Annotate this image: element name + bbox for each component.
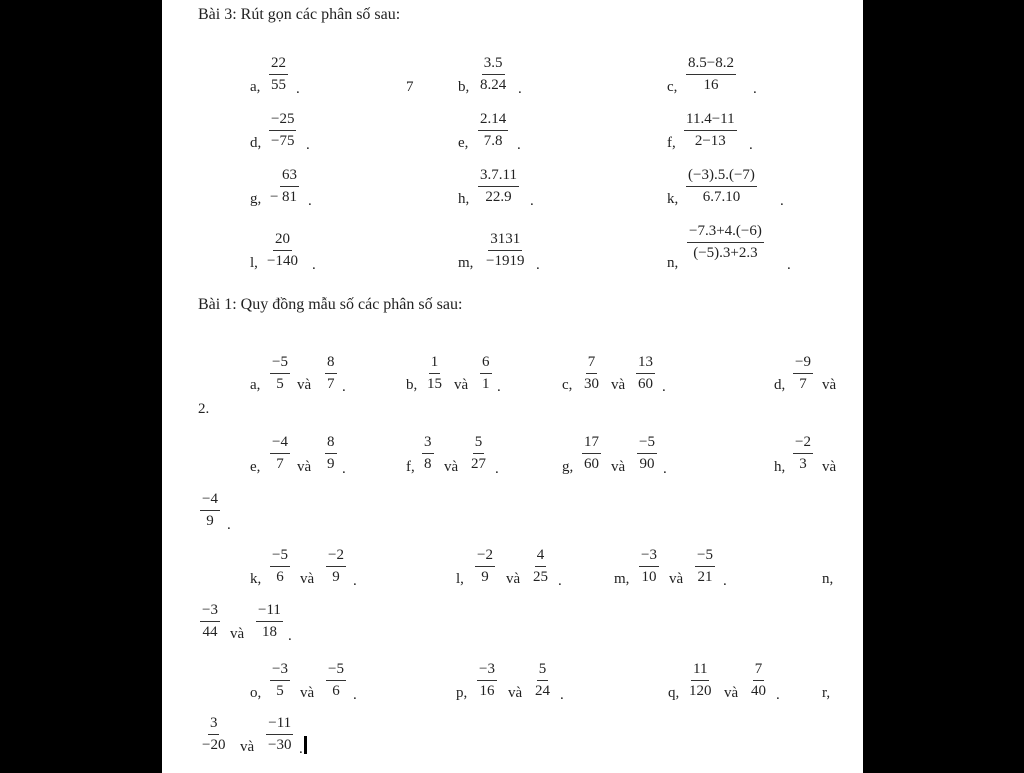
fraction [695,547,715,586]
numerator: −2 [793,434,813,454]
denominator: 6 [332,683,340,699]
fraction [325,354,337,393]
item-label: e, [458,135,469,151]
item-label: n, [667,255,679,271]
numerator: −3 [639,547,659,567]
fraction [684,111,737,150]
fraction [326,547,346,586]
period: . [662,379,666,395]
denominator: 24 [535,683,550,699]
period: . [227,517,231,533]
period: . [312,257,316,273]
item-label: b, [458,79,470,95]
period: . [753,81,757,97]
denominator: 44 [202,624,218,640]
fraction [686,167,757,206]
fraction [469,434,488,473]
denominator: 3 [799,456,807,472]
numerator: −3 [200,602,220,622]
numerator: 3.7.11 [478,167,519,187]
period: . [560,687,564,703]
numerator: 6 [480,354,492,374]
conjunction: và [822,459,837,475]
denominator: 16 [479,683,495,699]
denominator: 8.24 [480,77,507,93]
period: . [518,81,522,97]
item-label: b, [406,377,418,393]
denominator: 81 [282,189,297,205]
denominator: (−5).3+2.3 [693,245,758,261]
numerator: 13 [636,354,655,374]
numerator: −7.3+4.(−6) [687,223,764,243]
period: . [663,461,667,477]
denominator: −20 [202,737,226,753]
period: . [495,461,499,477]
conjunction: và [508,685,523,701]
period: . [536,257,540,273]
fraction [475,547,495,586]
numerator: −5 [326,661,346,681]
denominator: 1 [482,376,490,392]
period: . [497,379,501,395]
numerator: 8 [325,354,337,374]
denominator: 7.8 [483,133,503,149]
item-label: q, [668,685,680,701]
numerator: −4 [200,491,220,511]
denominator: 9 [327,456,335,472]
fraction [269,111,296,150]
conjunction: và [611,377,626,393]
fraction [636,354,655,393]
fraction [484,231,526,270]
fraction [687,661,714,700]
item-label: k, [667,191,679,207]
fraction [478,111,508,150]
fraction [480,354,492,393]
denominator: 5 [276,376,284,392]
period: . [353,687,357,703]
fraction [270,661,290,700]
denominator: 22.9 [485,189,512,205]
conjunction: và [300,685,315,701]
fraction [531,547,550,586]
exercise-3-title: Bài 3: Rút gọn các phân số sau: [198,6,401,23]
period: . [299,741,303,757]
denominator: 120 [689,683,712,699]
item-label: g, [250,191,262,207]
numerator: 20 [273,231,292,251]
period: . [776,687,780,703]
item-label: p, [456,685,468,701]
stray-mark: 2. [198,401,210,417]
numerator: −11 [256,602,283,622]
item-label: l, [456,571,464,587]
item-label: h, [458,191,470,207]
text-cursor[interactable] [304,736,307,754]
denominator: 7 [799,376,807,392]
period: . [342,461,346,477]
conjunction: và [444,459,459,475]
denominator: 21 [697,569,713,585]
numerator: 3131 [488,231,522,251]
fraction [422,434,434,473]
item-label: h, [774,459,786,475]
denominator: 9 [332,569,340,585]
numerator: 3.5 [482,55,505,75]
conjunction: và [611,459,626,475]
numerator: 11.4−11 [684,111,737,131]
numerator: 3 [208,715,220,735]
denominator: 40 [751,683,766,699]
conjunction: và [454,377,469,393]
document-page [162,0,863,773]
fraction [637,434,657,473]
period: . [530,193,534,209]
denominator: −30 [268,737,292,753]
denominator: 18 [261,624,277,640]
period: . [353,573,357,589]
numerator: 22 [269,55,288,75]
period: . [780,193,784,209]
numerator: 5 [473,434,485,454]
numerator: −11 [266,715,293,735]
fraction [270,547,290,586]
item-label: m, [458,255,474,271]
denominator: −75 [271,133,295,149]
fraction [686,55,736,94]
fraction [793,434,813,473]
denominator: −140 [267,253,298,269]
numerator: −5 [637,434,657,454]
numerator: 8.5−8.2 [686,55,736,75]
fraction [639,547,659,586]
denominator: 6 [276,569,284,585]
denominator: 60 [638,376,653,392]
numerator: 7 [586,354,598,374]
fraction [325,434,337,473]
denominator: 7 [327,376,335,392]
numerator: −5 [695,547,715,567]
period: . [517,137,521,153]
item-label: f, [406,459,415,475]
denominator: 16 [703,77,719,93]
fraction [200,715,227,754]
denominator: 9 [206,513,214,529]
fraction [582,354,601,393]
conjunction: và [506,571,521,587]
item-label: g, [562,459,574,475]
numerator: 1 [429,354,441,374]
numerator: −2 [475,547,495,567]
item-label: d, [774,377,786,393]
period: . [749,137,753,153]
conjunction: và [300,571,315,587]
item-label: o, [250,685,262,701]
denominator: 30 [584,376,599,392]
item-label: c, [667,79,678,95]
item-label: n, [822,571,834,587]
conjunction: và [240,739,255,755]
conjunction: và [724,685,739,701]
item-label: m, [614,571,630,587]
fraction [280,167,299,206]
item-label: c, [562,377,573,393]
period: . [308,193,312,209]
fraction [582,434,601,473]
fraction [270,354,290,393]
item-label: e, [250,459,261,475]
period: . [342,379,346,395]
fraction [477,661,497,700]
numerator: 63 [280,167,299,187]
denominator: 60 [584,456,599,472]
exercise-1-title: Bài 1: Quy đồng mẫu số các phân số sau: [198,296,463,313]
fraction [478,167,519,206]
period: . [787,257,791,273]
fraction [425,354,444,393]
conjunction: và [230,626,245,642]
numerator: 11 [691,661,709,681]
item-label: l, [250,255,258,271]
fraction [533,661,552,700]
numerator: −5 [270,547,290,567]
fraction [793,354,813,393]
numerator: −3 [477,661,497,681]
fraction [269,55,288,94]
denominator: 8 [424,456,432,472]
item-label: r, [822,685,831,701]
period: . [296,81,300,97]
denominator: 10 [641,569,657,585]
period: . [723,573,727,589]
numerator: −2 [326,547,346,567]
numerator: 2.14 [478,111,508,131]
numerator: −25 [269,111,296,131]
denominator: 55 [271,77,286,93]
conjunction: và [297,377,312,393]
denominator: 27 [471,456,486,472]
fraction [265,231,300,270]
period: . [288,628,292,644]
numerator: −5 [270,354,290,374]
denominator: 6.7.10 [702,189,741,205]
denominator: 2−13 [694,133,726,149]
numerator: 5 [537,661,549,681]
period: . [558,573,562,589]
numerator: (−3).5.(−7) [686,167,757,187]
item-label: a, [250,79,261,95]
numerator: 4 [535,547,547,567]
numerator: 3 [422,434,434,454]
fraction [256,602,283,641]
fraction [266,715,293,754]
denominator: 7 [276,456,284,472]
period: . [306,137,310,153]
conjunction: và [297,459,312,475]
fraction [270,434,290,473]
numerator: −3 [270,661,290,681]
denominator: 5 [276,683,284,699]
fraction [200,491,220,530]
fraction [200,602,220,641]
numerator: −9 [793,354,813,374]
numerator: −4 [270,434,290,454]
item-label: d, [250,135,262,151]
item-label: a, [250,377,261,393]
denominator: 15 [427,376,442,392]
item-label: k, [250,571,262,587]
numerator: 8 [325,434,337,454]
denominator: 90 [639,456,655,472]
minus-sign: − [270,189,279,205]
denominator: 9 [481,569,489,585]
fraction [326,661,346,700]
fraction [749,661,768,700]
denominator: −1919 [486,253,525,269]
denominator: 25 [533,569,548,585]
conjunction: và [669,571,684,587]
fraction [478,55,508,94]
numerator: 7 [753,661,765,681]
item-label: f, [667,135,676,151]
stray-mark: 7 [406,79,414,95]
numerator: 17 [582,434,601,454]
conjunction: và [822,377,837,393]
fraction [687,223,764,262]
